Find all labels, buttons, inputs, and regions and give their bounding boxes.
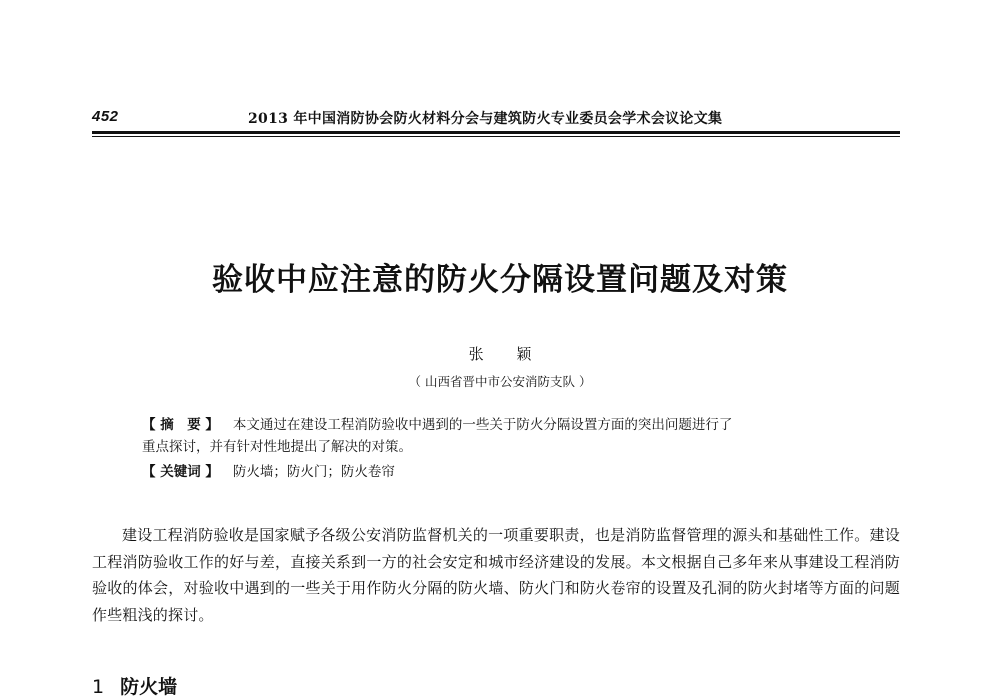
keywords-row (142, 461, 862, 483)
header-rule-thin (92, 136, 900, 137)
article-title: 验收中应注意的防火分隔设置问题及对策 (212, 262, 788, 298)
section-title: 防火墙 (120, 676, 178, 698)
keywords-label: 【 关键词 】 (142, 464, 219, 480)
body-paragraph: 建设工程消防验收是国家赋予各级公安消防监督机关的一项重要职责，也是消防监督管理的源头和基础性工作。建设工程消防验收工作的好与差，直接关系到一方的社会安定和城市经济建设的发展。本文根据自己多年来从事建设工程消防验收的体会，对验收中遇到的一些关于用作防火分隔的防火墙、防火门和防火卷帘的设置及孔洞的防火封堵等方面的问题作些粗浅的探讨。 (92, 526, 900, 624)
page-number: 452 (92, 108, 119, 125)
keywords-text: 防火墙；防火门；防火卷帘 (232, 464, 395, 480)
abstract-text-line1: 本文通过在建设工程消防验收中遇到的一些关于防火分隔设置方面的突出问题进行了 (232, 417, 733, 433)
header-rule-thick (92, 131, 900, 134)
abstract-label: 【 摘 要 】 (142, 417, 219, 433)
abstract-block (142, 414, 862, 483)
author-name: 张 颖 (468, 345, 546, 363)
abstract-text-line2: 重点探讨，并有针对性地提出了解决的对策。 (142, 439, 412, 455)
section-heading (92, 672, 177, 699)
author-affiliation: （ 山西省晋中市公安消防支队 ） (408, 374, 592, 389)
running-header: 2013 年中国消防协会防火材料分会与建筑防火专业委员会学术会议论文集 (248, 111, 723, 127)
section-number: 1 (92, 676, 105, 698)
